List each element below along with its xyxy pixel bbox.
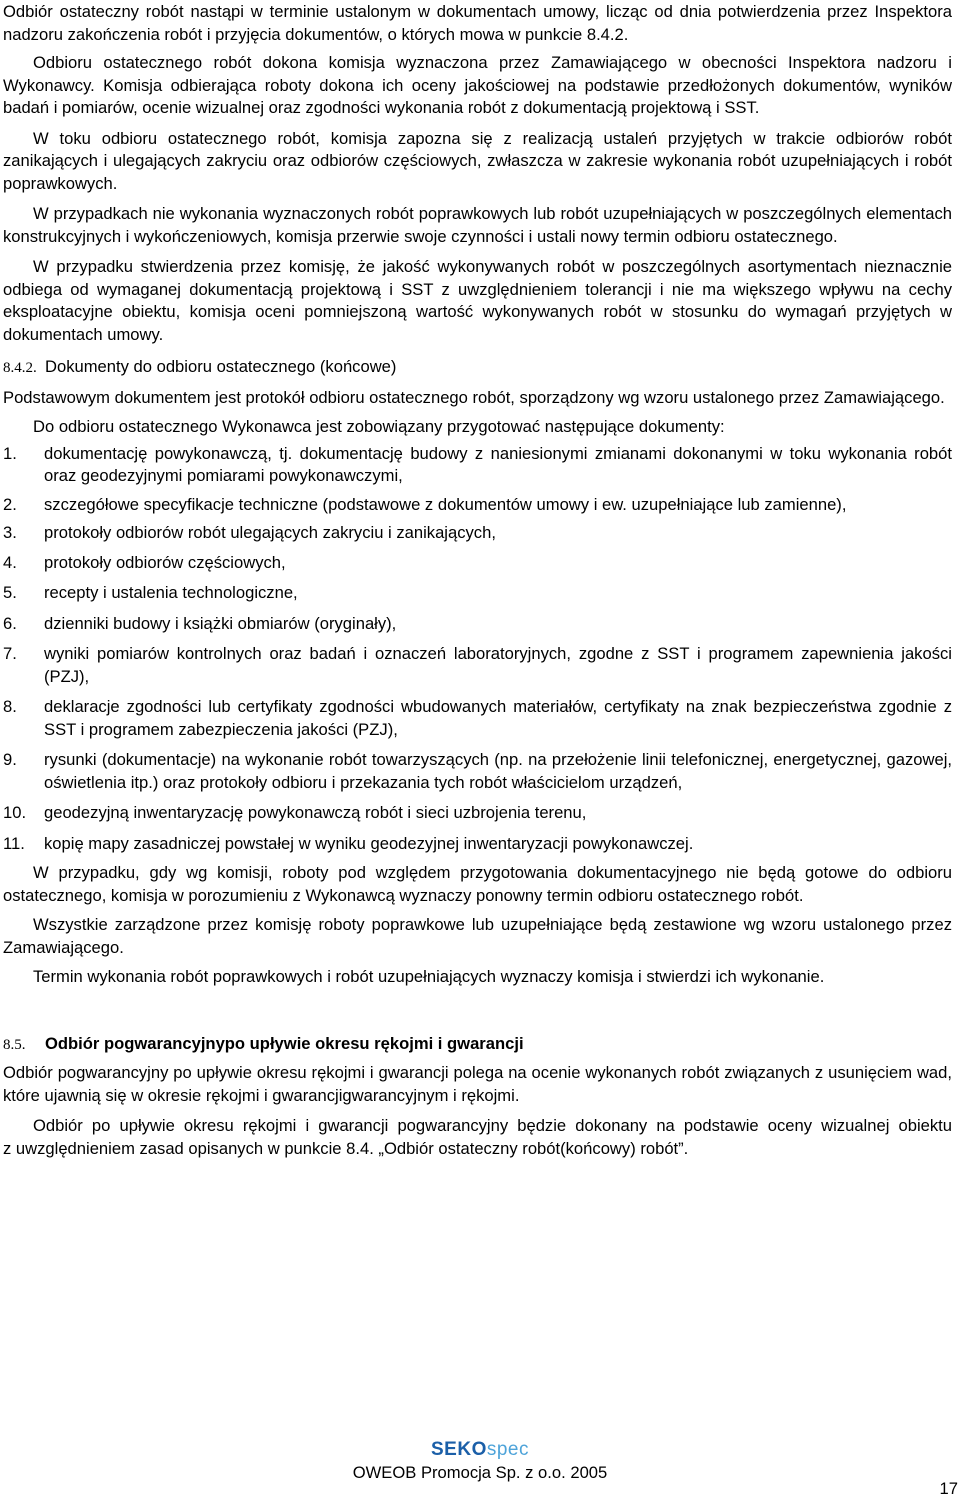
list-item-number: 10. <box>3 803 27 822</box>
logo-part-spec: spec <box>486 1439 529 1460</box>
section-title: Odbiór pogwarancyjnypo upływie okresu rękojmi i gwarancji <box>45 1033 524 1053</box>
list-item-number: 9. <box>3 750 17 769</box>
list-item-text: recepty i ustalenia technologiczne, <box>44 583 298 602</box>
list-item-number: 2. <box>3 494 17 514</box>
list-item-number: 4. <box>3 552 17 572</box>
section-number: 8.4.2. <box>3 360 37 376</box>
list-item-text: wyniki pomiarów kontrolnych oraz badań i oznaczeń laboratoryjnych, zgodne z SST i programem zapewnienia jakości (PZJ), <box>44 644 952 686</box>
list-item <box>3 802 952 825</box>
paragraph: W przypadku, gdy wg komisji, roboty pod względem przygotowania dokumentacyjnego nie będą gotowe do odbioru ostatecznego, komisja w porozumieniu z Wykonawcą wyznaczy ponowny termin odbioru ostatecznego robót. <box>3 863 952 905</box>
section-heading-85 <box>3 1033 952 1057</box>
list-item-text: szczegółowe specyfikacje techniczne (podstawowe z dokumentów umowy i ew. uzupełniające lub zamienne), <box>44 494 847 514</box>
list-item <box>3 749 952 794</box>
list-item-text: kopię mapy zasadniczej powstałej w wyniku geodezyjnej inwentaryzacji powykonawczej. <box>44 833 694 853</box>
page-footer <box>0 1438 960 1484</box>
list-item-number: 8. <box>3 697 17 716</box>
list-item-text: rysunki (dokumentacje) na wykonanie robót towarzyszących (np. na przełożenie linii telefonicznej, energetycznej, gazowej, oświetlenia itp.) oraz protokoły odbioru i przekazania tych robót właścicielom urządzeń, <box>44 750 952 792</box>
list-item-text: deklaracje zgodności lub certyfikaty zgodności wbudowanych materiałów, certyfikaty na znak bezpieczeństwa zgodnie z SST i programem zabezpieczenia jakości (PZJ), <box>44 697 952 739</box>
paragraph: W toku odbioru ostatecznego robót, komisja zapozna się z realizacją ustaleń przyjętych w trakcie odbiorów robót zanikających i ulegających zakryciu oraz odbiorów częściowych, zwłaszcza w zakresie wykonania robót uzupełniających i robót poprawkowych. <box>3 128 952 193</box>
list-item <box>3 522 952 545</box>
list-item <box>3 643 952 688</box>
document-page <box>3 0 952 1160</box>
documents-list <box>3 443 952 856</box>
list-item-text: protokoły odbiorów robót ulegających zakryciu i zanikających, <box>44 523 496 542</box>
list-item-text: dzienniki budowy i książki obmiarów (oryginały), <box>44 613 397 633</box>
list-item-text: dokumentację powykonawczą, tj. dokumentację budowy z naniesionymi zmianami dokonanymi w toku wykonania robót oraz geodezyjnymi pomiarami powykonawczymi, <box>44 443 952 485</box>
paragraph: Odbioru ostatecznego robót dokona komisja wyznaczona przez Zamawiającego w obecności Inspektora nadzoru i Wykonawcy. Komisja odbierająca roboty dokona ich oceny jakościowej na podstawie przedłożonych dokumentów, wyników badań i pomiarów, ocenie wizualnej oraz zgodności wykonania robót z dokumentacją projektową i SST. <box>3 53 952 117</box>
list-item-number: 11. <box>3 833 25 853</box>
list-item <box>3 582 952 605</box>
paragraph: W przypadku stwierdzenia przez komisję, że jakość wykonywanych robót w poszczególnych asortymentach nieznacznie odbiega od wymaganej dokumentacją projektową i SST z uwzględnieniem tolerancji i nie ma większego wpływu na cechy eksploatacyjne obiektu, komisja oceni pomniejszoną wartość wykonywanych robót w stosunku do wymagań przyjętych w dokumentach umowy. <box>3 257 952 344</box>
list-item <box>3 494 952 517</box>
logo-part-seko: SEKO <box>431 1439 487 1460</box>
paragraph: z uwzględnieniem zasad opisanych w punkcie 8.4. „Odbiór ostateczny robót(końcowy) robót”. <box>3 1138 689 1158</box>
paragraph <box>3 1115 952 1138</box>
footer-text: OWEOB Promocja Sp. z o.o. 2005 <box>352 1463 608 1482</box>
paragraph: Odbiór ostateczny robót nastąpi w terminie ustalonym w dokumentach umowy, licząc od dnia potwierdzenia przez Inspektora nadzoru zakończenia robót i przyjęcia dokumentów, o których mowa w punkcie 8.4.2. <box>3 2 952 44</box>
paragraph: Termin wykonania robót poprawkowych i robót uzupełniających wyznaczy komisja i stwierdzi ich wykonanie. <box>33 967 825 986</box>
list-item-text: geodezyjną inwentaryzację powykonawczą robót i sieci uzbrojenia terenu, <box>44 803 587 822</box>
section-number: 8.5. <box>3 1036 26 1053</box>
section-heading-842 <box>3 356 952 380</box>
paragraph: Do odbioru ostatecznego Wykonawca jest zobowiązany przygotować następujące dokumenty: <box>33 417 725 436</box>
list-item-number: 7. <box>3 644 17 663</box>
list-item-number: 6. <box>3 613 17 633</box>
list-item <box>3 443 952 488</box>
company-logo <box>0 1438 960 1462</box>
list-item-number: 5. <box>3 583 17 602</box>
list-item <box>3 696 952 741</box>
paragraph-line: Odbiór po upływie okresu rękojmi i gwarancji pogwarancyjny będzie dokonany na podstawie oceny wizualnej obiektu <box>33 1116 952 1135</box>
list-item <box>3 833 952 856</box>
paragraph: Odbiór pogwarancyjny po upływie okresu rękojmi i gwarancji polega na ocenie wykonanych robót związanych z usunięciem wad, które ujawnią się w okresie rękojmi i gwarancjigwarancyjnym i rękojmi. <box>3 1063 952 1105</box>
list-item <box>3 552 952 575</box>
paragraph: W przypadkach nie wykonania wyznaczonych robót poprawkowych lub robót uzupełniających w poszczególnych elementach konstrukcyjnych i wykończeniowych, komisja przerwie swoje czynności i ustali nowy termin odbioru ostatecznego. <box>3 204 952 246</box>
list-item <box>3 613 952 636</box>
list-item-text: protokoły odbiorów częściowych, <box>44 552 286 572</box>
paragraph: Wszystkie zarządzone przez komisję roboty poprawkowe lub uzupełniające będą zestawione wg wzoru ustalonego przez Zamawiającego. <box>3 915 952 957</box>
page-number: 17 <box>939 1479 958 1498</box>
list-item-number: 1. <box>3 443 17 463</box>
list-item-number: 3. <box>3 523 17 542</box>
section-title: Dokumenty do odbioru ostatecznego (końcowe) <box>45 357 397 376</box>
paragraph: Podstawowym dokumentem jest protokół odbioru ostatecznego robót, sporządzony wg wzoru ustalonego przez Zamawiającego. <box>3 387 945 407</box>
